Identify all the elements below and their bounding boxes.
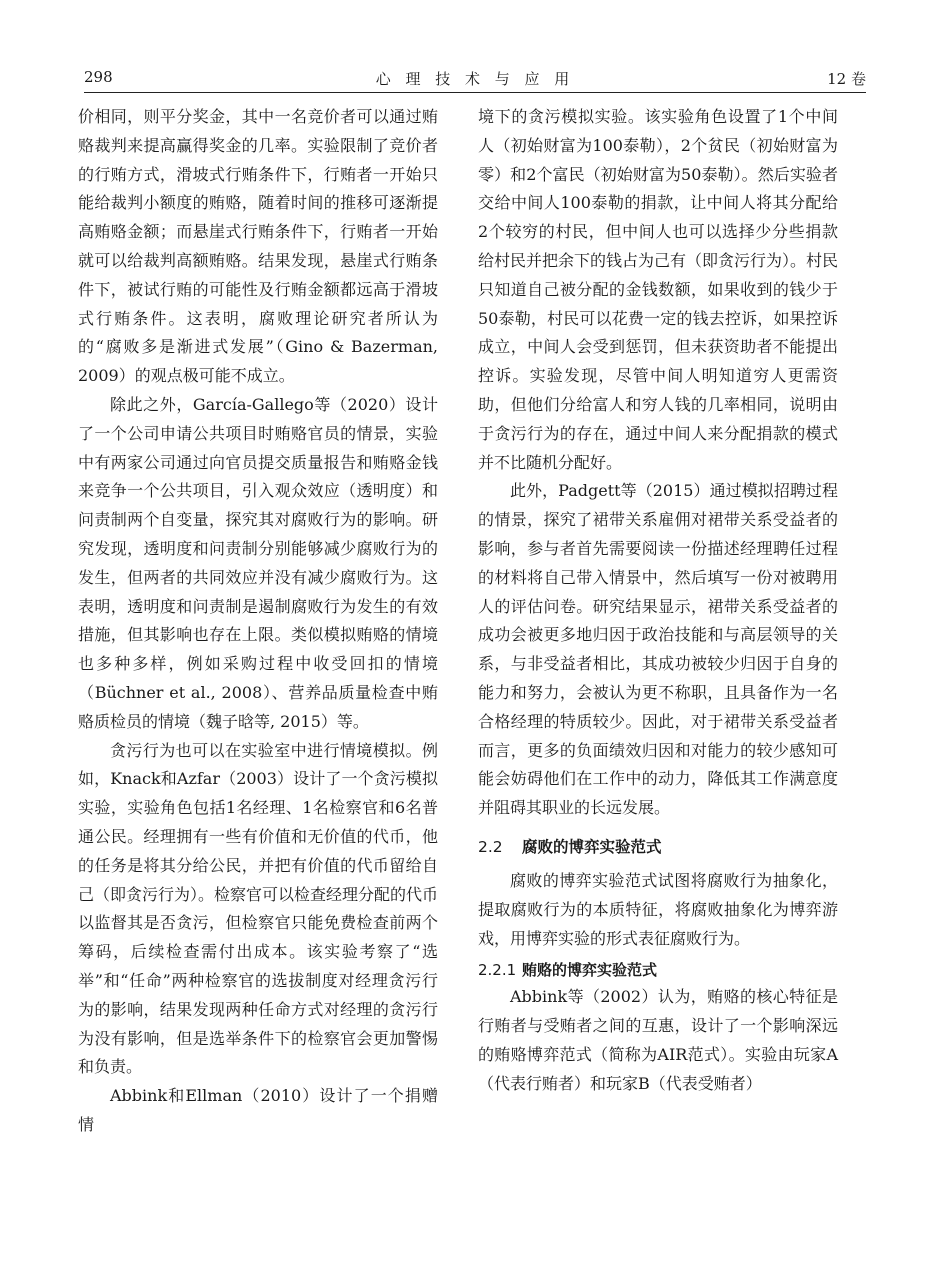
header-rule [84, 92, 866, 93]
left-column [78, 103, 438, 1140]
paragraph: 此外，Padgett等（2015）通过模拟招聘过程的情景，探究了裙带关系雇佣对裙带关系受益者的影响，参与者首先需要阅读一份描述经理聘任过程的材料将自己带入情景中，然后填写一份对被聘用人的评估问卷。研究结果显示，裙带关系受益者的成功会被更多地归因于政治技能和与高层领导的关系，与非受益者相比，其成功被较少归因于自身的能力和努力，会被认为更不称职，且具备作为一名合格经理的特质较少。因此，对于裙带关系受益者而言，更多的负面绩效归因和对能力的较少感知可能会妨碍他们在工作中的动力，降低其工作满意度并阻碍其职业的长远发展。 [478, 481, 838, 818]
page-number: 298 [84, 68, 113, 86]
paragraph: 除此之外，García-Gallego等（2020）设计了一个公司申请公共项目时贿赂官员的情景，实验中有两家公司通过向官员提交质量报告和贿赂金钱来竞争一个公共项目，引入观众效应（透明度）和问责制两个自变量，探究其对腐败行为的影响。研究发现，透明度和问责制分别能够减少腐败行为的发生，但两者的共同效应并没有减少腐败行为。这表明，透明度和问责制是遏制腐败行为发生的有效措施，但其影响也存在上限。类似模拟贿赂的情境也多种多样，例如采购过程中收受回扣的情境（Büchner et al., 2008）、营养品质量检查中贿赂质检员的情境（魏子晗等, 2015）等。 [78, 394, 438, 731]
paragraph: 价相同，则平分奖金，其中一名竞价者可以通过贿赂裁判来提高赢得奖金的几率。实验限制了竞价者的行贿方式，滑坡式行贿条件下，行贿者一开始只能给裁判小额度的贿赂，随着时间的推移可逐渐提高贿赂金额；而悬崖式行贿条件下，行贿者一开始就可以给裁判高额贿赂。结果发现，悬崖式行贿条件下，被试行贿的可能性及行贿金额都远高于滑坡式行贿条件。这表明，腐败理论研究者所认为的“腐败多是渐进式发展”（Gino & Bazerman, 2009）的观点极可能不成立。 [78, 107, 438, 386]
section-heading [478, 835, 838, 859]
paragraph: Abbink和Ellman（2010）设计了一个捐赠情 [78, 1086, 438, 1134]
paragraph: 贪污行为也可以在实验室中进行情境模拟。例如，Knack和Azfar（2003）设计了一个贪污模拟实验，实验角色包括1名经理、1名检察官和6名普通公民。经理拥有一些有价值和无价值的代币，他的任务是将其分给公民，并把有价值的代币留给自己（即贪污行为）。检察官可以检查经理分配的代币以监督其是否贪污，但检察官只能免费检查前两个筹码，后续检查需付出成本。该实验考察了“选举”和“任命”两种检察官的选拔制度对经理贪污行为的影响，结果发现两种任命方式对经理的贪污行为没有影响，但是选举条件下的检察官会更加警惕和负责。 [78, 740, 439, 1077]
journal-title: 心 理 技 术 与 应 用 [375, 70, 575, 88]
right-column [478, 103, 838, 1099]
subsection-number: 2.2.1 [478, 961, 517, 980]
running-header [84, 68, 866, 94]
paragraph: 腐败的博弈实验范式试图将腐败行为抽象化，提取腐败行为的本质特征，将腐败抽象化为博弈游戏，用博弈实验的形式表征腐败行为。 [478, 870, 838, 948]
volume-label: 12 卷 [827, 70, 866, 88]
paragraph: Abbink等（2002）认为，贿赂的核心特征是行贿者与受贿者之间的互惠，设计了一个影响深远的贿赂博弈范式（简称为AIR范式）。实验由玩家A（代表行贿者）和玩家B（代表受贿者） [478, 987, 838, 1093]
subsection-title: 贿赂的博弈实验范式 [522, 961, 658, 980]
section-number: 2.2 [478, 837, 503, 856]
subsection-heading [478, 957, 838, 983]
section-title: 腐败的博弈实验范式 [522, 837, 662, 856]
paragraph: 境下的贪污模拟实验。该实验角色设置了1个中间人（初始财富为100泰勒），2个贫民（初始财富为零）和2个富民（初始财富为50泰勒）。然后实验者交给中间人100泰勒的捐款，让中间人将其分配给2个较穷的村民，但中间人也可以选择少分些捐款给村民并把余下的钱占为己有（即贪污行为）。村民只知道自己被分配的金钱数额，如果收到的钱少于50泰勒，村民可以花费一定的钱去控诉，如果控诉成立，中间人会受到惩罚，但未获资助者不能提出控诉。实验发现，尽管中间人明知道穷人更需资助，但他们分给富人和穷人钱的几率相同，说明由于贪污行为的存在，通过中间人来分配捐款的模式并不比随机分配好。 [478, 107, 839, 472]
